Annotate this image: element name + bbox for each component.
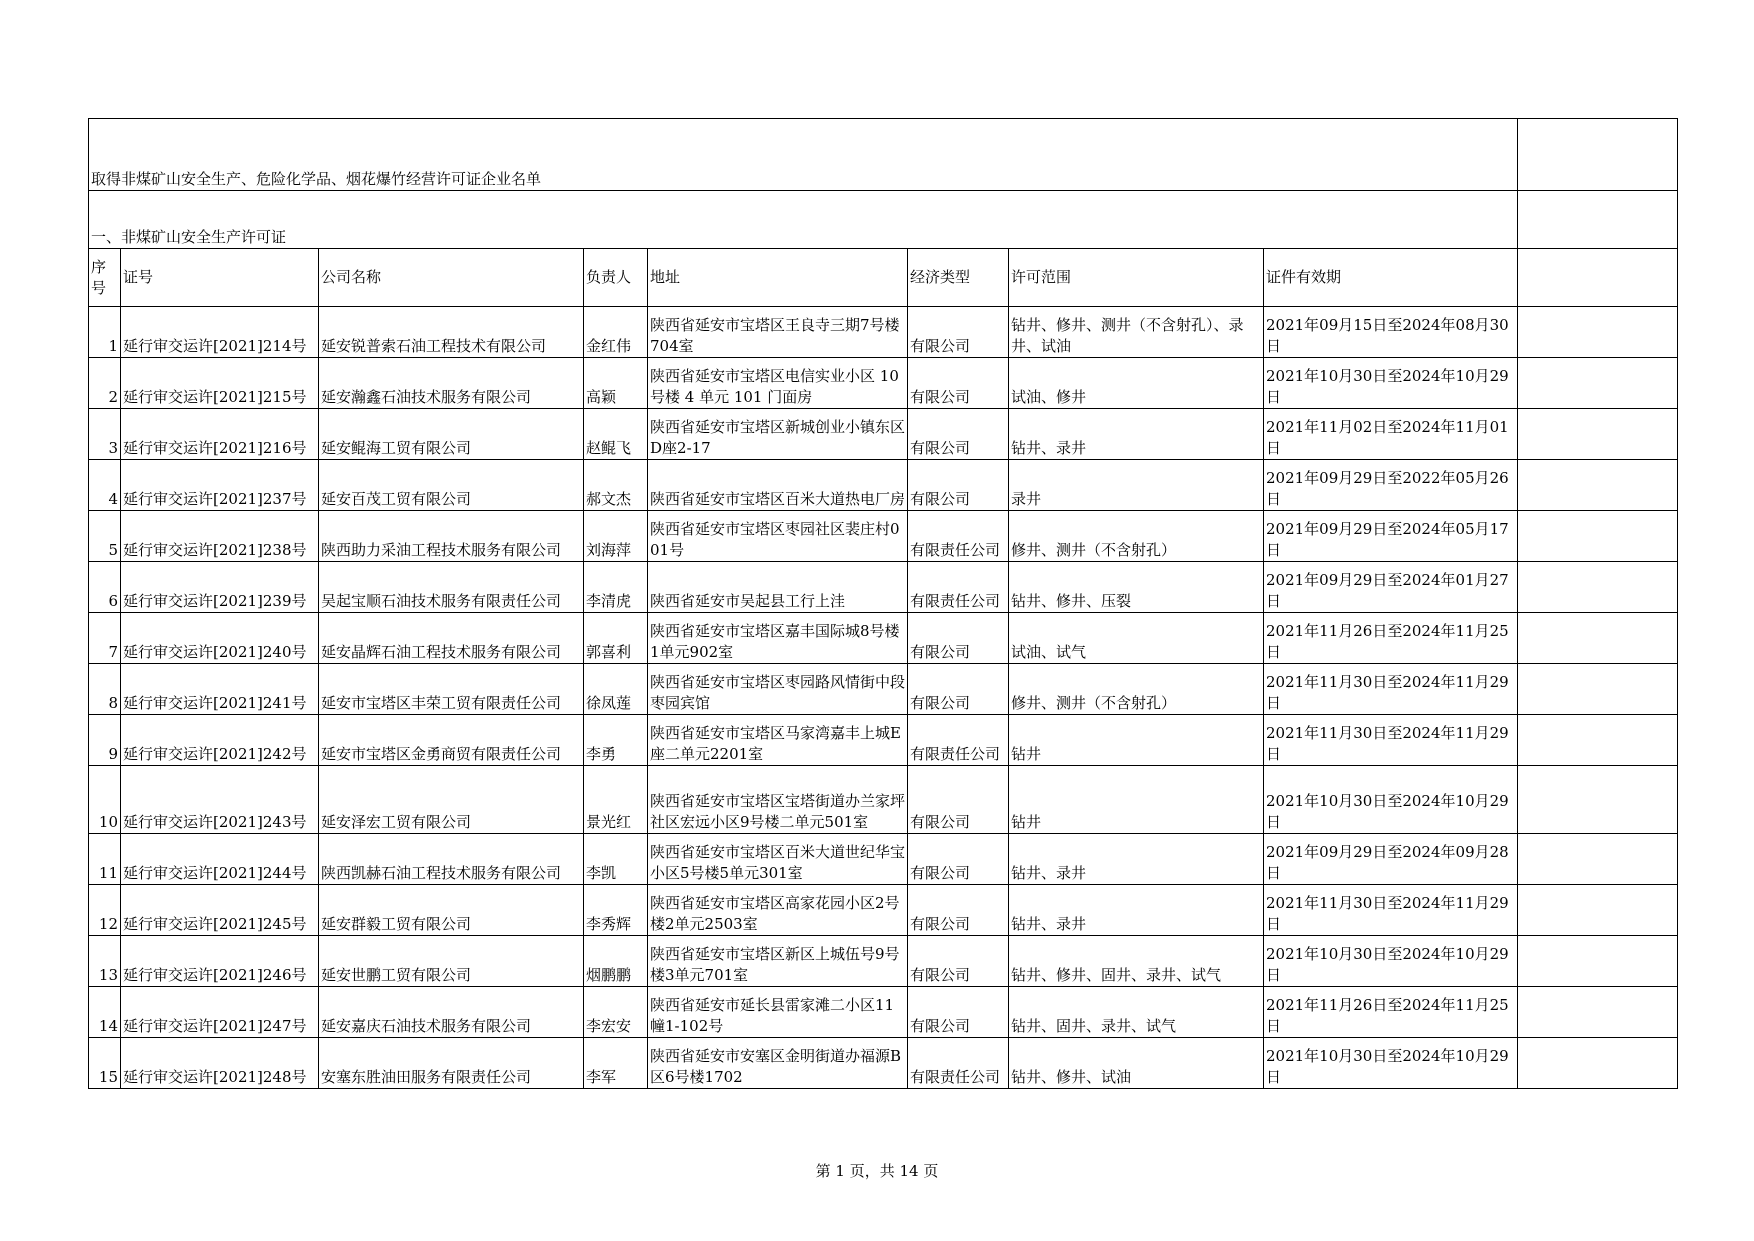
row-type: 有限公司 [908,460,1009,511]
table-row [89,834,1678,885]
row-validity: 2021年10月30日至2024年10月29日 [1264,1038,1518,1089]
row-license: 延行审交运许[2021]214号 [121,307,319,358]
header-row [89,249,1678,307]
row-no: 7 [89,613,121,664]
table-row [89,358,1678,409]
row-license: 延行审交运许[2021]239号 [121,562,319,613]
row-person: 李凯 [584,834,648,885]
col-header-validity: 证件有效期 [1264,249,1518,307]
row-scope: 试油、试气 [1009,613,1264,664]
title-row [89,119,1678,191]
row-address: 陕西省延安市吴起县工行上洼 [648,562,908,613]
row-validity: 2021年11月30日至2024年11月29日 [1264,664,1518,715]
row-address: 陕西省延安市宝塔区电信实业小区 10 号楼 4 单元 101 门面房 [648,358,908,409]
row-person: 李军 [584,1038,648,1089]
row-person: 金红伟 [584,307,648,358]
row-license: 延行审交运许[2021]241号 [121,664,319,715]
row-no: 15 [89,1038,121,1089]
row-address: 陕西省延安市宝塔区百米大道热电厂房 [648,460,908,511]
col-header-scope: 许可范围 [1009,249,1264,307]
row-no: 12 [89,885,121,936]
row-company: 延安市宝塔区金勇商贸有限责任公司 [319,715,584,766]
row-address: 陕西省延安市宝塔区王良寺三期7号楼704室 [648,307,908,358]
empty-cell [1518,409,1678,460]
empty-cell [1518,885,1678,936]
row-validity: 2021年10月30日至2024年10月29日 [1264,766,1518,834]
row-no: 6 [89,562,121,613]
row-type: 有限责任公司 [908,715,1009,766]
row-person: 李宏安 [584,987,648,1038]
table-row [89,766,1678,834]
row-company: 陕西凯赫石油工程技术服务有限公司 [319,834,584,885]
empty-cell [1518,936,1678,987]
empty-cell [1518,511,1678,562]
row-license: 延行审交运许[2021]216号 [121,409,319,460]
empty-cell [1518,1038,1678,1089]
row-person: 李勇 [584,715,648,766]
empty-cell [1518,987,1678,1038]
row-validity: 2021年09月29日至2024年09月28日 [1264,834,1518,885]
row-license: 延行审交运许[2021]248号 [121,1038,319,1089]
row-scope: 钻井、录井 [1009,409,1264,460]
row-person: 李秀辉 [584,885,648,936]
row-validity: 2021年11月30日至2024年11月29日 [1264,715,1518,766]
row-address: 陕西省延安市宝塔区枣园社区裴庄村001号 [648,511,908,562]
row-address: 陕西省延安市宝塔区枣园路风情街中段枣园宾馆 [648,664,908,715]
col-header-type: 经济类型 [908,249,1009,307]
section-row [89,191,1678,249]
section-heading: 一、非煤矿山安全生产许可证 [89,191,1518,249]
row-validity: 2021年09月29日至2022年05月26日 [1264,460,1518,511]
col-header-company: 公司名称 [319,249,584,307]
row-license: 延行审交运许[2021]246号 [121,936,319,987]
row-validity: 2021年10月30日至2024年10月29日 [1264,358,1518,409]
row-no: 13 [89,936,121,987]
row-type: 有限公司 [908,834,1009,885]
row-scope: 修井、测井（不含射孔） [1009,664,1264,715]
col-header-no: 序号 [89,249,121,307]
row-type: 有限公司 [908,409,1009,460]
row-license: 延行审交运许[2021]240号 [121,613,319,664]
table-row [89,460,1678,511]
row-company: 延安群毅工贸有限公司 [319,885,584,936]
row-company: 延安世鹏工贸有限公司 [319,936,584,987]
row-type: 有限责任公司 [908,511,1009,562]
row-no: 11 [89,834,121,885]
row-type: 有限公司 [908,664,1009,715]
empty-cell [1518,307,1678,358]
empty-cell [1518,460,1678,511]
row-type: 有限公司 [908,885,1009,936]
empty-cell [1518,766,1678,834]
empty-cell [1518,358,1678,409]
row-validity: 2021年10月30日至2024年10月29日 [1264,936,1518,987]
table-row [89,987,1678,1038]
row-address: 陕西省延安市宝塔区宝塔街道办兰家坪社区宏远小区9号楼二单元501室 [648,766,908,834]
row-no: 10 [89,766,121,834]
row-validity: 2021年09月15日至2024年08月30日 [1264,307,1518,358]
row-address: 陕西省延安市宝塔区百米大道世纪华宝小区5号楼5单元301室 [648,834,908,885]
row-address: 陕西省延安市宝塔区高家花园小区2号楼2单元2503室 [648,885,908,936]
row-company: 延安市宝塔区丰荣工贸有限责任公司 [319,664,584,715]
row-address: 陕西省延安市宝塔区马家湾嘉丰上城E座二单元2201室 [648,715,908,766]
table-row [89,664,1678,715]
row-type: 有限责任公司 [908,562,1009,613]
row-validity: 2021年11月26日至2024年11月25日 [1264,613,1518,664]
row-scope: 钻井、录井 [1009,834,1264,885]
table-row [89,307,1678,358]
row-scope: 钻井、修井、试油 [1009,1038,1264,1089]
row-validity: 2021年11月02日至2024年11月01日 [1264,409,1518,460]
row-address: 陕西省延安市安塞区金明街道办福源B区6号楼1702 [648,1038,908,1089]
empty-cell [1518,715,1678,766]
table-row [89,409,1678,460]
row-person: 李清虎 [584,562,648,613]
empty-cell [1518,834,1678,885]
row-no: 8 [89,664,121,715]
row-company: 陕西助力采油工程技术服务有限公司 [319,511,584,562]
row-scope: 钻井 [1009,715,1264,766]
row-company: 延安百茂工贸有限公司 [319,460,584,511]
row-scope: 试油、修井 [1009,358,1264,409]
row-validity: 2021年09月29日至2024年05月17日 [1264,511,1518,562]
row-no: 1 [89,307,121,358]
row-type: 有限公司 [908,766,1009,834]
col-header-address: 地址 [648,249,908,307]
row-license: 延行审交运许[2021]242号 [121,715,319,766]
col-header-license: 证号 [121,249,319,307]
row-type: 有限公司 [908,358,1009,409]
row-type: 有限公司 [908,307,1009,358]
row-company: 安塞东胜油田服务有限责任公司 [319,1038,584,1089]
table-row [89,562,1678,613]
row-license: 延行审交运许[2021]244号 [121,834,319,885]
row-no: 5 [89,511,121,562]
row-type: 有限公司 [908,987,1009,1038]
row-company: 吴起宝顺石油技术服务有限责任公司 [319,562,584,613]
row-person: 郭喜利 [584,613,648,664]
empty-cell [1518,664,1678,715]
row-license: 延行审交运许[2021]245号 [121,885,319,936]
empty-cell [1518,191,1678,249]
row-no: 4 [89,460,121,511]
table-row [89,511,1678,562]
row-type: 有限公司 [908,613,1009,664]
row-scope: 钻井、固井、录井、试气 [1009,987,1264,1038]
row-license: 延行审交运许[2021]247号 [121,987,319,1038]
row-license: 延行审交运许[2021]237号 [121,460,319,511]
page-footer: 第 1 页，共 14 页 [815,1162,939,1180]
empty-cell [1518,119,1678,191]
row-person: 刘海萍 [584,511,648,562]
row-person: 景光红 [584,766,648,834]
row-scope: 钻井、修井、测井（不含射孔）、录井、试油 [1009,307,1264,358]
row-person: 赵鲲飞 [584,409,648,460]
row-scope: 钻井 [1009,766,1264,834]
row-license: 延行审交运许[2021]243号 [121,766,319,834]
row-person: 徐凤莲 [584,664,648,715]
row-address: 陕西省延安市宝塔区新城创业小镇东区D座2-17 [648,409,908,460]
row-scope: 钻井、修井、固井、录井、试气 [1009,936,1264,987]
row-company: 延安瀚鑫石油技术服务有限公司 [319,358,584,409]
permit-table [88,118,1678,1089]
row-company: 延安嘉庆石油技术服务有限公司 [319,987,584,1038]
row-company: 延安晶辉石油工程技术服务有限公司 [319,613,584,664]
empty-cell [1518,613,1678,664]
col-header-person: 负责人 [584,249,648,307]
row-scope: 录井 [1009,460,1264,511]
row-type: 有限公司 [908,936,1009,987]
row-company: 延安锐普索石油工程技术有限公司 [319,307,584,358]
row-type: 有限责任公司 [908,1038,1009,1089]
row-validity: 2021年11月26日至2024年11月25日 [1264,987,1518,1038]
row-scope: 修井、测井（不含射孔） [1009,511,1264,562]
table-row [89,1038,1678,1089]
empty-cell [1518,562,1678,613]
page-title: 取得非煤矿山安全生产、危险化学品、烟花爆竹经营许可证企业名单 [89,119,1518,191]
row-address: 陕西省延安市宝塔区新区上城伍号9号楼3单元701室 [648,936,908,987]
row-license: 延行审交运许[2021]238号 [121,511,319,562]
row-license: 延行审交运许[2021]215号 [121,358,319,409]
row-no: 9 [89,715,121,766]
table-row [89,936,1678,987]
row-no: 3 [89,409,121,460]
row-address: 陕西省延安市宝塔区嘉丰国际城8号楼1单元902室 [648,613,908,664]
row-person: 烟鹏鹏 [584,936,648,987]
row-validity: 2021年11月30日至2024年11月29日 [1264,885,1518,936]
row-no: 2 [89,358,121,409]
table-row [89,613,1678,664]
row-scope: 钻井、录井 [1009,885,1264,936]
row-company: 延安鲲海工贸有限公司 [319,409,584,460]
row-person: 郝文杰 [584,460,648,511]
row-person: 高颖 [584,358,648,409]
empty-cell [1518,249,1678,307]
table-row [89,715,1678,766]
row-scope: 钻井、修井、压裂 [1009,562,1264,613]
row-no: 14 [89,987,121,1038]
row-address: 陕西省延安市延长县雷家滩二小区11幢1-102号 [648,987,908,1038]
table-row [89,885,1678,936]
row-validity: 2021年09月29日至2024年01月27日 [1264,562,1518,613]
row-company: 延安泽宏工贸有限公司 [319,766,584,834]
